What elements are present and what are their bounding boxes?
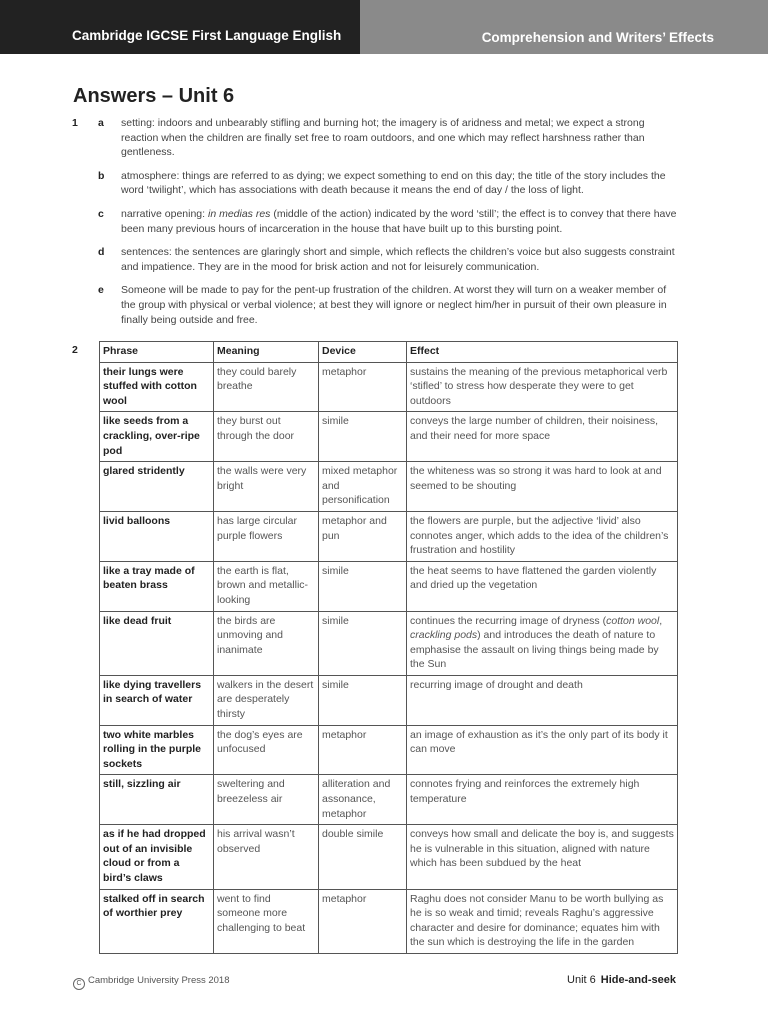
cell-phrase — [100, 362, 214, 412]
cell-effect — [407, 511, 678, 561]
text-segment: as if he had dropped out of an invisible cloud or from a bird’s claws — [103, 828, 206, 884]
part-text — [121, 246, 675, 273]
cell-device — [319, 412, 407, 462]
copyright-text: Cambridge University Press 2018 — [88, 975, 230, 986]
text-segment: they burst out through the door — [217, 415, 295, 442]
table-row — [100, 611, 678, 675]
cell-device — [319, 462, 407, 512]
text-segment: still, sizzling air — [103, 778, 181, 791]
answer-part-d — [72, 245, 678, 274]
footer-unit-title: Hide-and-seek — [600, 974, 676, 986]
cell-phrase — [100, 511, 214, 561]
text-segment: alliteration and assonance, metaphor — [322, 778, 391, 820]
table-row — [100, 561, 678, 611]
text-segment: like dead fruit — [103, 614, 172, 627]
table-row — [100, 825, 678, 889]
text-segment: sentences: the sentences are glaringly short and simple, which reflects the children’s voice but also suggests constraint and impatience. They are in the mood for brisk action and not for leisurely communication. — [121, 246, 675, 273]
text-segment: like a tray made of beaten brass — [103, 564, 195, 592]
part-letter: c — [98, 207, 104, 220]
cell-effect — [407, 825, 678, 889]
text-segment: (middle of the action) indicated by the word ‘still’; the effect is to convey that there have been many previous hours of incarceration in the house that have built up to this bursting point. — [121, 207, 677, 235]
footer-copyright — [73, 975, 230, 990]
text-segment: walkers in the desert are desperately thirsty — [217, 678, 314, 721]
text-segment: atmosphere: things are referred to as dying; we expect something to end on this day; the title of the story includes the word ‘twilight’, which has associations with death because it means the end of day / the loss of light. — [121, 169, 666, 197]
part-text — [121, 284, 667, 325]
text-segment: the birds are unmoving and inanimate — [217, 614, 283, 656]
text-segment: narrative opening: — [121, 207, 208, 220]
cell-phrase — [100, 725, 214, 775]
text-segment: has large circular purple flowers — [217, 514, 297, 542]
text-segment: recurring image of drought and death — [410, 678, 583, 691]
cell-phrase — [100, 675, 214, 725]
cell-meaning — [214, 825, 319, 889]
text-segment: two white marbles rolling in the purple sockets — [103, 728, 201, 770]
question-1-answers — [72, 116, 678, 336]
text-segment: double simile — [322, 828, 384, 841]
text-segment: Someone will be made to pay for the pent-up frustration of the children. At worst they will turn on a weaker member of the group with physical or verbal violence; at best they will ignore or neglect him/her in pursuit of their own pleasure in finally being outside and free. — [121, 284, 667, 326]
text-segment: simile — [322, 678, 349, 691]
text-segment: metaphor — [322, 728, 367, 741]
text-segment: the heat seems to have flattened the garden violently and dried up the vegetation — [410, 564, 657, 592]
cell-effect — [407, 462, 678, 512]
table-row — [100, 362, 678, 412]
italic-text: cotton wool — [606, 614, 660, 627]
cell-phrase — [100, 775, 214, 825]
text-segment: simile — [322, 564, 349, 577]
text-segment: conveys the large number of children, their noisiness, and their need for more space — [410, 415, 659, 442]
text-segment: his arrival wasn’t observed — [217, 828, 295, 855]
table-row — [100, 675, 678, 725]
part-letter: d — [98, 246, 105, 259]
part-text — [121, 170, 666, 197]
cell-meaning — [214, 611, 319, 675]
text-segment: sustains the meaning of the previous metaphorical verb ‘stifled’ to stress how desperate they were to get outdoors — [410, 365, 668, 407]
table-row — [100, 725, 678, 775]
text-segment: setting: indoors and unbearably stifling and burning hot; the imagery is of aridness and metal; we expect a strong reaction when the children are finally set free to roam outdoors, and one which may reflect harshness rather than gentleness. — [121, 117, 645, 159]
answer-part-b — [72, 169, 678, 198]
part-text — [121, 208, 676, 235]
cell-meaning — [214, 362, 319, 412]
cell-effect — [407, 412, 678, 462]
cell-device — [319, 611, 407, 675]
text-segment: the flowers are purple, but the adjective ‘livid’ also connotes anger, which adds to the idea of the children’s frustration and hostility — [410, 514, 669, 557]
table-row — [100, 511, 678, 561]
cell-meaning — [214, 775, 319, 825]
text-segment: Raghu does not consider Manu to be worth bullying as he is so weak and timid; reveals Raghu’s aggressive character and desire for dominance; equates him with the sun which is destroying the life in the garden — [410, 892, 664, 949]
text-segment: the whiteness was so strong it was hard to look at and seemed to be shouting — [410, 465, 662, 492]
text-segment: metaphor and pun — [322, 514, 387, 542]
column-header-device: Device — [319, 342, 407, 363]
text-segment: continues the recurring image of dryness ( — [410, 614, 607, 627]
text-segment: simile — [322, 614, 349, 627]
text-segment: their lungs were stuffed with cotton wool — [103, 365, 197, 407]
footer-unit-number: Unit 6 — [567, 974, 596, 986]
cell-phrase — [100, 825, 214, 889]
cell-phrase — [100, 611, 214, 675]
header-section-title: Comprehension and Writers’ Effects — [360, 0, 768, 54]
text-segment: an image of exhaustion as it’s the only part of its body it can move — [410, 728, 668, 756]
text-segment: , — [659, 614, 663, 627]
text-segment: stalked off in search of worthier prey — [103, 892, 205, 920]
part-letter: a — [98, 117, 104, 129]
cell-effect — [407, 775, 678, 825]
text-segment: conveys how small and delicate the boy is, and suggests he is vulnerable in this situation, aligned with nature which has been subdued by the heat — [410, 828, 674, 870]
cell-effect — [407, 675, 678, 725]
copyright-icon: C — [73, 978, 85, 990]
cell-phrase — [100, 889, 214, 953]
table-row — [100, 462, 678, 512]
cell-meaning — [214, 412, 319, 462]
answer-table-header — [100, 342, 678, 363]
cell-device — [319, 362, 407, 412]
text-segment: the earth is flat, brown and metallic-looking — [217, 564, 309, 606]
part-letter: e — [98, 284, 104, 297]
table-row — [100, 775, 678, 825]
text-segment: like dying travellers in search of water — [103, 678, 202, 706]
cell-phrase — [100, 412, 214, 462]
cell-meaning — [214, 889, 319, 953]
column-header-meaning: Meaning — [214, 342, 319, 363]
answer-part-a — [72, 116, 678, 160]
column-header-phrase: Phrase — [100, 342, 214, 363]
text-segment: they could barely breathe — [217, 365, 297, 393]
cell-meaning — [214, 462, 319, 512]
text-segment: the dog’s eyes are unfocused — [217, 728, 303, 756]
cell-phrase — [100, 462, 214, 512]
part-text — [121, 117, 645, 158]
answer-part-e — [72, 283, 678, 327]
page-title: Answers – Unit 6 — [73, 85, 235, 107]
cell-meaning — [214, 725, 319, 775]
italic-text: in medias res — [207, 207, 271, 220]
text-segment: went to find someone more challenging to beat — [217, 892, 306, 934]
text-segment: like seeds from a crackling, over-ripe pod — [103, 415, 200, 457]
text-segment: mixed metaphor and personification — [322, 465, 398, 507]
cell-effect — [407, 725, 678, 775]
text-segment: connotes frying and reinforces the extremely high temperature — [410, 778, 640, 806]
cell-device — [319, 675, 407, 725]
text-segment: metaphor — [322, 365, 367, 378]
question-1-number: 1 — [72, 117, 78, 129]
cell-device — [319, 775, 407, 825]
part-letter: b — [98, 169, 105, 182]
cell-meaning — [214, 511, 319, 561]
answer-part-c — [72, 207, 678, 236]
cell-device — [319, 825, 407, 889]
cell-effect — [407, 362, 678, 412]
cell-meaning — [214, 561, 319, 611]
cell-meaning — [214, 675, 319, 725]
table-row — [100, 889, 678, 953]
text-segment: sweltering and breezeless air — [217, 778, 285, 806]
footer-unit — [567, 974, 676, 986]
text-segment: glared stridently — [103, 465, 185, 478]
cell-device — [319, 889, 407, 953]
cell-effect — [407, 561, 678, 611]
text-segment: the walls were very bright — [217, 465, 307, 492]
column-header-effect: Effect — [407, 342, 678, 363]
text-segment: ) and introduces the death of nature to emphasise the assault on living things being made by the Sun — [410, 629, 659, 671]
text-segment: simile — [322, 415, 349, 428]
cell-effect — [407, 889, 678, 953]
answer-table — [99, 341, 678, 954]
header-book-title: Cambridge IGCSE First Language English — [0, 0, 360, 54]
question-2-number: 2 — [72, 344, 78, 356]
cell-phrase — [100, 561, 214, 611]
cell-device — [319, 561, 407, 611]
text-segment: livid balloons — [103, 514, 171, 527]
cell-device — [319, 725, 407, 775]
cell-effect — [407, 611, 678, 675]
table-row — [100, 412, 678, 462]
italic-text: crackling pods — [410, 629, 478, 642]
cell-device — [319, 511, 407, 561]
text-segment: metaphor — [322, 892, 367, 905]
